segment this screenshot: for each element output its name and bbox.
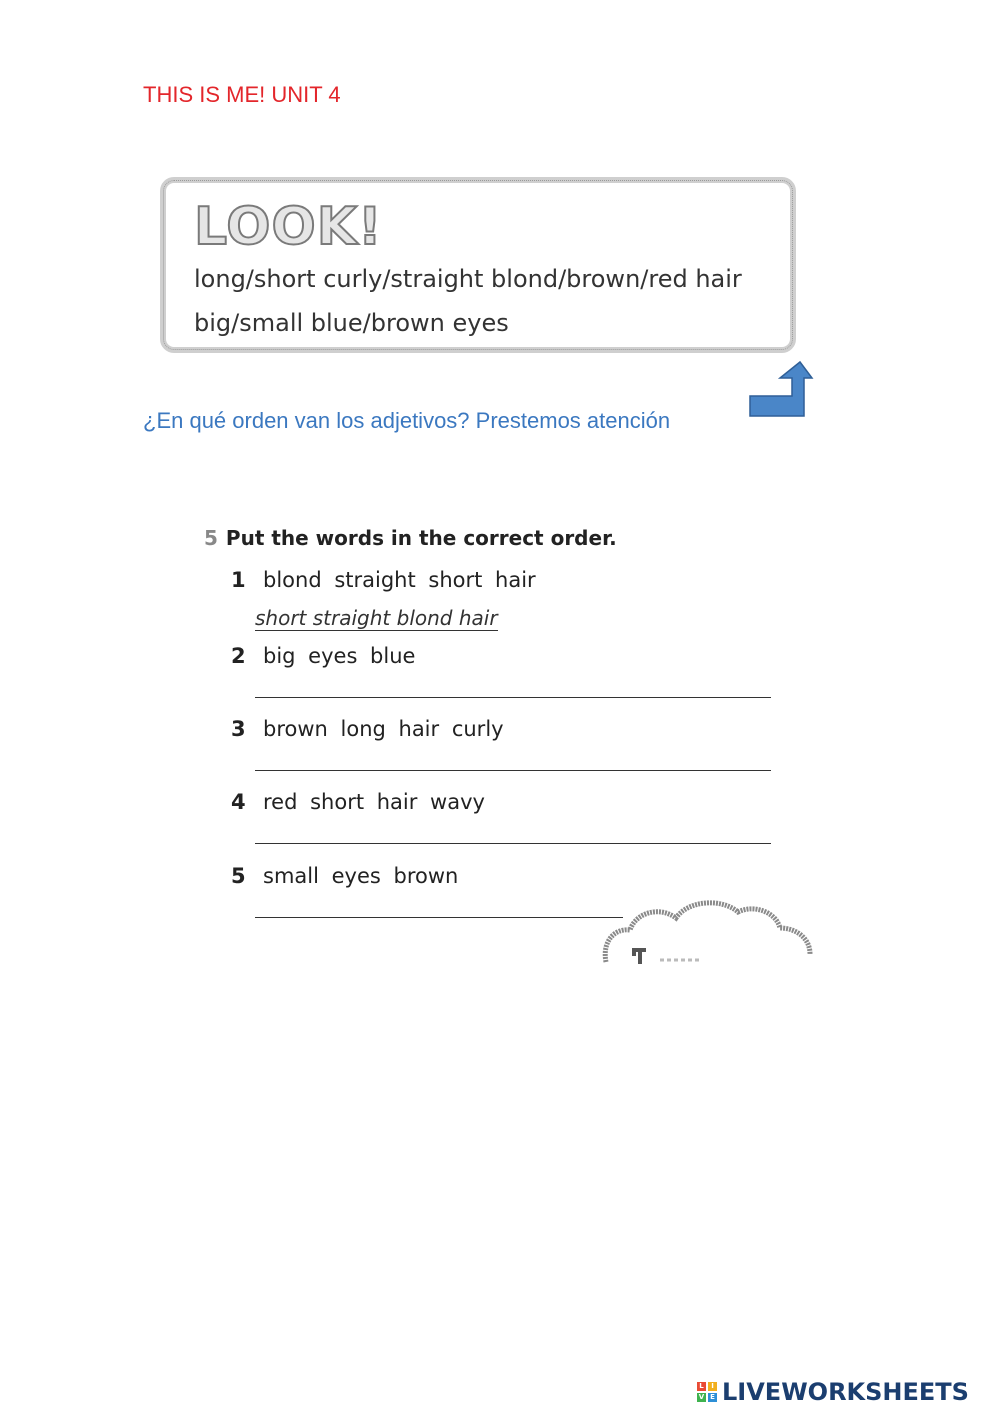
- example-answer: short straight blond hair: [255, 606, 498, 630]
- answer-field-3[interactable]: [255, 770, 771, 771]
- answer-field-2[interactable]: [255, 697, 771, 698]
- exercise-item-4: [231, 790, 485, 814]
- order-question: ¿En qué orden van los adjetivos? Prestemos atención: [143, 408, 671, 433]
- item-words: big eyes blue: [263, 644, 416, 668]
- cloud-graphic: [600, 898, 815, 964]
- liveworksheets-logo[interactable]: [697, 1378, 969, 1406]
- logo-text: LIVEWORKSHEETS: [722, 1378, 969, 1406]
- item-number: 3: [231, 717, 246, 741]
- answer-field-5[interactable]: [255, 917, 623, 918]
- item-words: blond straight short hair: [263, 568, 536, 592]
- answer-field-4[interactable]: [255, 843, 771, 844]
- logo-square-v: V: [698, 1393, 705, 1401]
- item-number: 2: [231, 644, 246, 668]
- logo-squares-icon: [697, 1382, 717, 1402]
- logo-square-e: E: [708, 1393, 717, 1402]
- look-eye-adjectives: big/small blue/brown eyes: [194, 309, 509, 337]
- exercise-instruction: Put the words in the correct order.: [225, 526, 617, 550]
- look-heading: LOOK!: [194, 197, 383, 257]
- exercise-header: [204, 526, 617, 550]
- item-words: small eyes brown: [263, 864, 459, 888]
- exercise-item-5: [231, 864, 458, 888]
- item-number: 4: [231, 790, 246, 814]
- look-hair-adjectives: long/short curly/straight blond/brown/red hair: [194, 265, 742, 293]
- item-number: 1: [231, 568, 246, 592]
- arrow-up-icon: [748, 360, 814, 420]
- logo-square-l: L: [697, 1382, 706, 1391]
- logo-square-i: I: [708, 1382, 717, 1391]
- unit-title: THIS IS ME! UNIT 4: [143, 82, 341, 107]
- item-words: brown long hair curly: [263, 717, 504, 741]
- exercise-item-3: [231, 717, 504, 741]
- item-number: 5: [231, 864, 246, 888]
- exercise-item-1: [231, 568, 536, 592]
- exercise-item-2: [231, 644, 415, 668]
- exercise-number: 5: [204, 526, 218, 550]
- item-words: red short hair wavy: [263, 790, 485, 814]
- look-box: [160, 177, 796, 353]
